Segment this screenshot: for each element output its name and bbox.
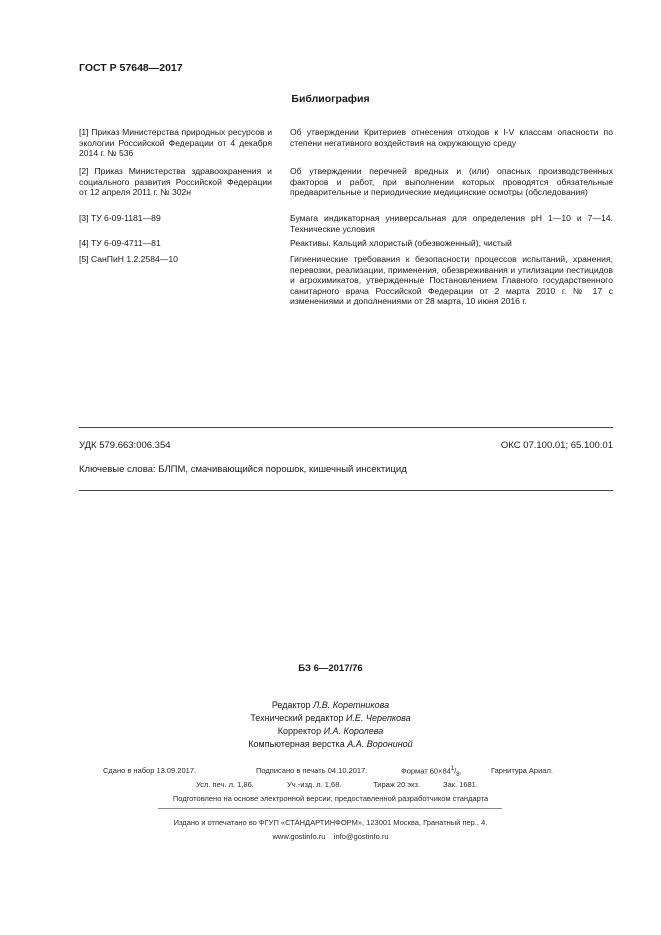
- divider-top: [79, 427, 613, 428]
- bibliography-ref-3: [3] ТУ 6-09-1181—89: [79, 213, 161, 223]
- imprint-source-note: Подготовлено на основе электронной версии, предоставленной разработчиком стандарта: [172, 794, 489, 803]
- bibliography-ref-5: [5] СанПиН 1.2.2584—10: [79, 254, 178, 264]
- udk-code: УДК 579.663:006.354: [79, 440, 171, 451]
- credit-corrector: [0, 726, 661, 736]
- publisher-line: Издано и отпечатано во ФГУП «СТАНДАРТИНФОРМ», 123001 Москва, Гранатный пер., 4.: [173, 818, 488, 827]
- divider-bottom: [79, 490, 613, 491]
- credit-editor-name: Л.В. Коретникова: [313, 700, 390, 710]
- imprint-uch: Уч.-изд. л. 1,68.: [287, 780, 342, 789]
- bibliography-desc-4: Реактивы. Кальций хлористый (обезвоженный), чистый: [290, 238, 512, 248]
- bibliography-ref-2: [2] Приказ Министерства здравоохранения и социального развития Российской Федерации от 12 апреля 2011 г. № 302н: [79, 166, 272, 198]
- bibliography-desc-1: Об утверждении Критериев отнесения отходов к I-V классам опасности по степени негативного воздействия на окружающую среду: [290, 127, 613, 148]
- credit-layout-label: Компьютерная верстка: [248, 739, 345, 749]
- bibliography-desc-3: Бумага индикаторная универсальная для определения pH 1—10 и 7—14. Технические условия: [290, 213, 613, 234]
- document-code: ГОСТ Р 57648—2017: [79, 62, 183, 74]
- imprint-set-date: Сдано в набор 13.09.2017.: [103, 766, 197, 775]
- credit-tech-editor-label: Технический редактор: [250, 713, 344, 723]
- oks-code: ОКС 07.100.01; 65.100.01: [500, 440, 613, 451]
- imprint-font: Гарнитура Ариал.: [491, 766, 553, 775]
- bibliography-title: Библиография: [291, 93, 370, 105]
- bibliography-desc-5: Гигиенические требования к безопасности процессов испытаний, хранения, перевозки, реализации, применения, обезвреживания и утилизации пестицидов и агрохимикатов, утвержденные Постановлением Главного государственного санитарного врача Российской Федерации от 2 марта 2010 г. № 17 с изменениями и дополнениями от 28 марта, 10 июня 2016 г.: [290, 254, 613, 307]
- credit-layout-name: А.А. Ворониной: [347, 739, 413, 749]
- credit-corrector-name: И.А. Королева: [323, 726, 384, 736]
- credit-corrector-label: Корректор: [277, 726, 322, 736]
- publisher-website[interactable]: www.gostinfo.ru: [272, 832, 326, 841]
- imprint-format: Формат $60\times 84^1/_8$.: [401, 766, 462, 778]
- keywords: Ключевые слова: БЛПМ, смачивающийся порошок, кишечный инсектицид: [79, 464, 407, 475]
- imprint-usl: Усл. печ. л. 1,86.: [196, 780, 254, 789]
- bibliography-ref-4: [4] ТУ 6-09-4711—81: [79, 238, 161, 248]
- bz-number: БЗ 6—2017/76: [298, 663, 363, 674]
- imprint-signed-date: Подписано в печать 04.10.2017.: [256, 766, 368, 775]
- imprint-tirazh: Тираж 20 экз.: [373, 780, 421, 789]
- publisher-email[interactable]: info@gostinfo.ru: [333, 832, 389, 841]
- credit-editor: [0, 700, 661, 710]
- credit-tech-editor: [0, 713, 661, 723]
- credit-editor-label: Редактор: [271, 700, 311, 710]
- publisher-contacts: [0, 832, 661, 841]
- bibliography-ref-1: [1] Приказ Министерства природных ресурсов и экологии Российской Федерации от 4 декабря 2014 г. № 536: [79, 127, 272, 159]
- credit-tech-editor-name: И.Е. Черепкова: [345, 713, 411, 723]
- imprint-divider: [158, 808, 502, 809]
- bibliography-desc-2: Об утверждении перечней вредных и (или) опасных производственных факторов и работ, при выполнении которых проводятся обязательные предварительные и периодические медицинские осмотры (обследования): [290, 166, 613, 198]
- imprint-zak: Зак. 1681.: [443, 780, 478, 789]
- credit-layout: [0, 739, 661, 749]
